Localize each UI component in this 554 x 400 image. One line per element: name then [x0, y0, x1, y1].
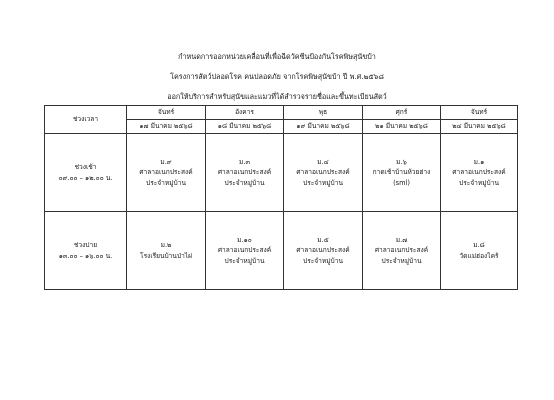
venue-line: วัดแม่ฮ่องไคร้ [459, 251, 499, 260]
date-header: ๒๑ มีนาคม ๒๕๖๘ [363, 120, 441, 134]
venue-line: ประจำหมู่บ้าน [224, 178, 265, 187]
table-row-morning [45, 134, 518, 212]
period-cell [45, 212, 127, 290]
schedule-cell [206, 134, 284, 212]
schedule-cell [441, 212, 518, 290]
village-number: ม.๗ [395, 236, 408, 245]
period-label: ช่วงบ่าย [73, 241, 98, 250]
date-header: ๑๙ มีนาคม ๒๕๖๘ [284, 120, 363, 134]
venue-line: กาดเช้าบ้านห้วยฮ่าง [372, 168, 431, 177]
period-label: ช่วงเช้า [74, 163, 97, 172]
period-cell [45, 134, 127, 212]
venue-line: ประจำหมู่บ้าน [224, 256, 265, 265]
header-row-days [45, 106, 518, 120]
venue-line: ศาลาอเนกประสงค์ [374, 246, 429, 255]
period-time: ๐๙.๐๐ – ๑๒.๐๐ น. [58, 173, 113, 182]
venue-line: ศาลาอเนกประสงค์ [452, 168, 506, 177]
village-number: ม.๑ [473, 158, 485, 167]
date-header: ๑๗ มีนาคม ๒๕๖๘ [127, 120, 206, 134]
village-number: ม.๔ [317, 158, 329, 167]
service-subtitle: ออกให้บริการสำหรับสุนัขและแมวที่ได้สำรวจรายชื่อและขึ้นทะเบียนสัตว์ [167, 92, 387, 101]
schedule-cell [206, 212, 284, 290]
village-number: ม.๘ [473, 241, 485, 250]
venue-line: ประจำหมู่บ้าน [146, 178, 186, 187]
period-time: ๑๓.๐๐ – ๑๖.๐๐ น. [58, 251, 113, 260]
schedule-cell [363, 134, 441, 212]
venue-line: ประจำหมู่บ้าน [459, 178, 499, 187]
day-header: ศุกร์ [363, 106, 441, 120]
project-subtitle: โครงการสัตว์ปลอดโรค คนปลอดภัย จากโรคพิษสุนัขบ้า ปี พ.ศ.๒๕๖๘ [170, 72, 384, 81]
day-header: จันทร์ [127, 106, 206, 120]
venue-line: ศาลาอเนกประสงค์ [217, 168, 272, 177]
date-header: ๒๔ มีนาคม ๒๕๖๘ [441, 120, 518, 134]
venue-line: (sml) [393, 178, 410, 187]
venue-line: ประจำหมู่บ้าน [303, 178, 343, 187]
table-row-afternoon [45, 212, 518, 290]
village-number: ม.๖ [396, 158, 407, 167]
venue-line: ศาลาอเนกประสงค์ [296, 168, 350, 177]
venue-line: ศาลาอเนกประสงค์ [139, 168, 193, 177]
schedule-cell [363, 212, 441, 290]
venue-line: ประจำหมู่บ้าน [381, 256, 422, 265]
schedule-cell [284, 134, 363, 212]
schedule-cell [284, 212, 363, 290]
venue-line: โรงเรียนบ้านป่าไผ่ [140, 251, 192, 260]
day-header: จันทร์ [441, 106, 518, 120]
venue-line: ศาลาอเนกประสงค์ [296, 246, 350, 255]
village-number: ม.๙ [160, 158, 172, 167]
schedule-cell [127, 134, 206, 212]
village-number: ม.๓ [239, 158, 250, 167]
day-header: อังคาร [206, 106, 284, 120]
time-header: ช่วงเวลา [45, 106, 127, 134]
village-number: ม.๒ [160, 241, 172, 250]
schedule-table [44, 105, 518, 290]
village-number: ม.๑๐ [237, 236, 252, 245]
village-number: ม.๕ [317, 236, 329, 245]
venue-line: ประจำหมู่บ้าน [303, 256, 343, 265]
schedule-cell [127, 212, 206, 290]
date-header: ๑๘ มีนาคม ๒๕๖๘ [206, 120, 284, 134]
schedule-cell [441, 134, 518, 212]
day-header: พุธ [284, 106, 363, 120]
document-title: กำหนดการออกหน่วยเคลื่อนที่เพื่อฉีดวัคซีนป้องกันโรคพิษสุนัขบ้า [178, 52, 376, 61]
venue-line: ศาลาอเนกประสงค์ [217, 246, 272, 255]
